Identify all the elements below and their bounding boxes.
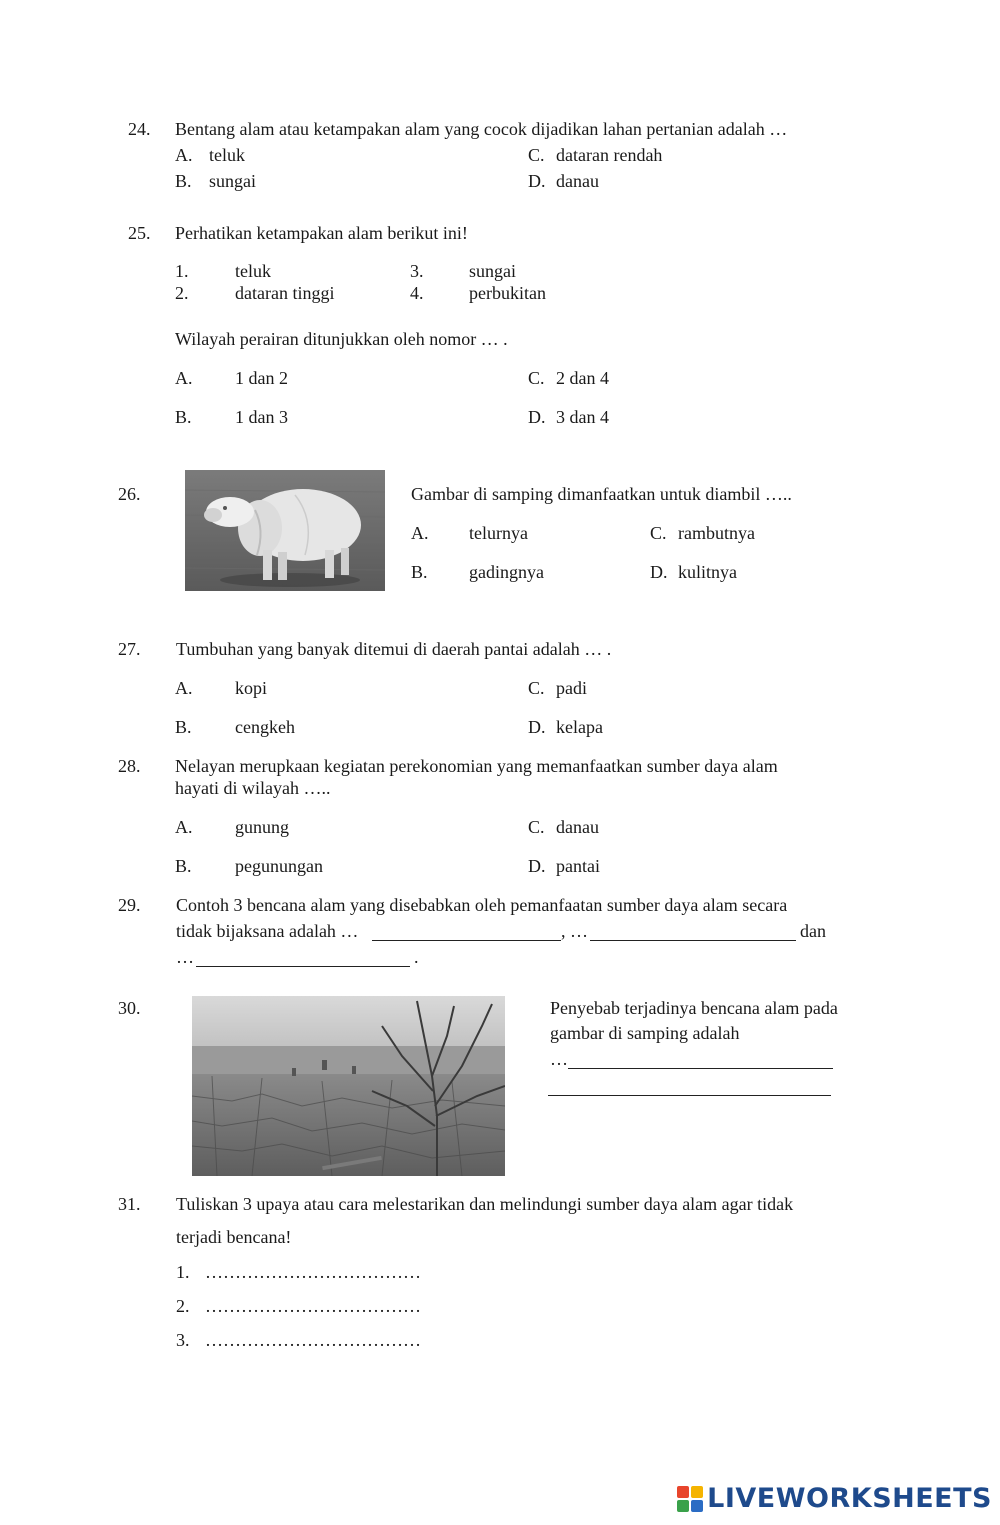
- q29-line3-start: …: [176, 947, 194, 967]
- q25-text: Perhatikan ketampakan alam berikut ini!: [175, 223, 468, 243]
- q31-answer-3-field[interactable]: ………………………………: [205, 1330, 421, 1350]
- logo-square-yellow: [691, 1486, 703, 1498]
- q25-item-1-text: teluk: [235, 261, 271, 281]
- logo-square-red: [677, 1486, 689, 1498]
- q25-option-b-letter: B.: [175, 407, 192, 427]
- q27-option-a-letter: A.: [175, 678, 193, 698]
- q31-answer-2-field[interactable]: ………………………………: [205, 1296, 421, 1316]
- q30-number: 30.: [118, 998, 141, 1018]
- q28-option-d-letter: D.: [528, 856, 546, 876]
- q27-option-c-text: padi: [556, 678, 587, 698]
- q26-text: Gambar di samping dimanfaatkan untuk diambil …..: [411, 484, 792, 504]
- q30-blank-start: …: [550, 1049, 568, 1069]
- q25-option-b-text: 1 dan 3: [235, 407, 288, 427]
- logo-square-blue: [691, 1500, 703, 1512]
- q28-option-c-text: danau: [556, 817, 599, 837]
- q28-option-d-text: pantai: [556, 856, 600, 876]
- q27-option-d-letter: D.: [528, 717, 546, 737]
- q31-answer-3-num: 3.: [176, 1330, 190, 1350]
- q28-number: 28.: [118, 756, 141, 776]
- q25-question: Wilayah perairan ditunjukkan oleh nomor … .: [175, 329, 508, 349]
- q25-item-3-num: 3.: [410, 261, 424, 281]
- q31-answer-2-num: 2.: [176, 1296, 190, 1316]
- q27-option-a-text: kopi: [235, 678, 268, 698]
- liveworksheets-logo-text: LIVEWORKSHEETS: [707, 1482, 992, 1514]
- q26-option-b-letter: B.: [411, 562, 428, 582]
- q28-option-a-letter: A.: [175, 817, 193, 837]
- q26-option-c-letter: C.: [650, 523, 667, 543]
- q29-number: 29.: [118, 895, 141, 915]
- q25-option-c-text: 2 dan 4: [556, 368, 609, 388]
- q28-text-line2: hayati di wilayah …..: [175, 778, 331, 798]
- liveworksheets-logo-icon: [677, 1486, 703, 1512]
- q25-item-1-num: 1.: [175, 261, 189, 281]
- q25-option-a-letter: A.: [175, 368, 193, 388]
- q31-answer-1-num: 1.: [176, 1262, 190, 1282]
- q24-option-c-text: dataran rendah: [556, 145, 663, 165]
- q30-answer-blank-2[interactable]: [548, 1095, 831, 1096]
- q30-text-line2: gambar di samping adalah: [550, 1023, 740, 1043]
- q28-option-b-text: pegunungan: [235, 856, 323, 876]
- q25-option-d-letter: D.: [528, 407, 546, 427]
- q28-option-c-letter: C.: [528, 817, 545, 837]
- q24-number: 24.: [128, 119, 151, 139]
- q26-number: 26.: [118, 484, 141, 504]
- q29-answer-blank-2[interactable]: [590, 940, 796, 941]
- q29-answer-blank-1[interactable]: [372, 940, 561, 941]
- q28-option-a-text: gunung: [235, 817, 289, 837]
- q28-text-line1: Nelayan merupkaan kegiatan perekonomian yang memanfaatkan sumber daya alam: [175, 756, 778, 776]
- q27-text: Tumbuhan yang banyak ditemui di daerah pantai adalah … .: [176, 639, 612, 659]
- logo-square-green: [677, 1500, 689, 1512]
- q29-end-period: .: [414, 947, 419, 967]
- q25-item-4-text: perbukitan: [469, 283, 546, 303]
- q26-option-d-text: kulitnya: [678, 562, 737, 582]
- q25-option-d-text: 3 dan 4: [556, 407, 609, 427]
- q31-text-line1: Tuliskan 3 upaya atau cara melestarikan dan melindungi sumber daya alam agar tidak: [176, 1194, 794, 1214]
- q24-option-d-text: danau: [556, 171, 599, 191]
- q25-item-2-text: dataran tinggi: [235, 283, 335, 303]
- q29-separator: , …: [561, 921, 588, 941]
- drought-photo: [192, 996, 505, 1176]
- q25-item-4-num: 4.: [410, 283, 424, 303]
- q30-answer-blank-1[interactable]: [568, 1068, 833, 1069]
- q26-option-a-letter: A.: [411, 523, 429, 543]
- q31-number: 31.: [118, 1194, 141, 1214]
- q24-option-b-text: sungai: [209, 171, 256, 191]
- liveworksheets-logo: [677, 1483, 992, 1515]
- q25-option-c-letter: C.: [528, 368, 545, 388]
- q27-option-b-letter: B.: [175, 717, 192, 737]
- q26-option-d-letter: D.: [650, 562, 668, 582]
- q26-option-b-text: gadingnya: [469, 562, 544, 582]
- q24-option-b-letter: B.: [175, 171, 192, 191]
- q24-option-d-letter: D.: [528, 171, 546, 191]
- q29-answer-blank-3[interactable]: [196, 966, 410, 967]
- q24-option-c-letter: C.: [528, 145, 545, 165]
- q25-item-3-text: sungai: [469, 261, 516, 281]
- q30-text-line1: Penyebab terjadinya bencana alam pada: [550, 998, 838, 1018]
- q29-word-dan: dan: [800, 921, 826, 941]
- sheep-photo: [185, 470, 385, 591]
- q27-option-b-text: cengkeh: [235, 717, 295, 737]
- q26-option-a-text: telurnya: [469, 523, 528, 543]
- q24-option-a-text: teluk: [209, 145, 245, 165]
- q25-item-2-num: 2.: [175, 283, 189, 303]
- q24-option-a-letter: A.: [175, 145, 193, 165]
- q29-text-line2: tidak bijaksana adalah …: [176, 921, 359, 941]
- q31-answer-1-field[interactable]: ………………………………: [205, 1262, 421, 1282]
- q27-option-d-text: kelapa: [556, 717, 603, 737]
- q29-text-line1: Contoh 3 bencana alam yang disebabkan oleh pemanfaatan sumber daya alam secara: [176, 895, 788, 915]
- q31-text-line2: terjadi bencana!: [176, 1227, 292, 1247]
- q24-text: Bentang alam atau ketampakan alam yang cocok dijadikan lahan pertanian adalah …: [175, 119, 788, 139]
- q27-number: 27.: [118, 639, 141, 659]
- q26-option-c-text: rambutnya: [678, 523, 755, 543]
- q27-option-c-letter: C.: [528, 678, 545, 698]
- q28-option-b-letter: B.: [175, 856, 192, 876]
- q25-option-a-text: 1 dan 2: [235, 368, 288, 388]
- q25-number: 25.: [128, 223, 151, 243]
